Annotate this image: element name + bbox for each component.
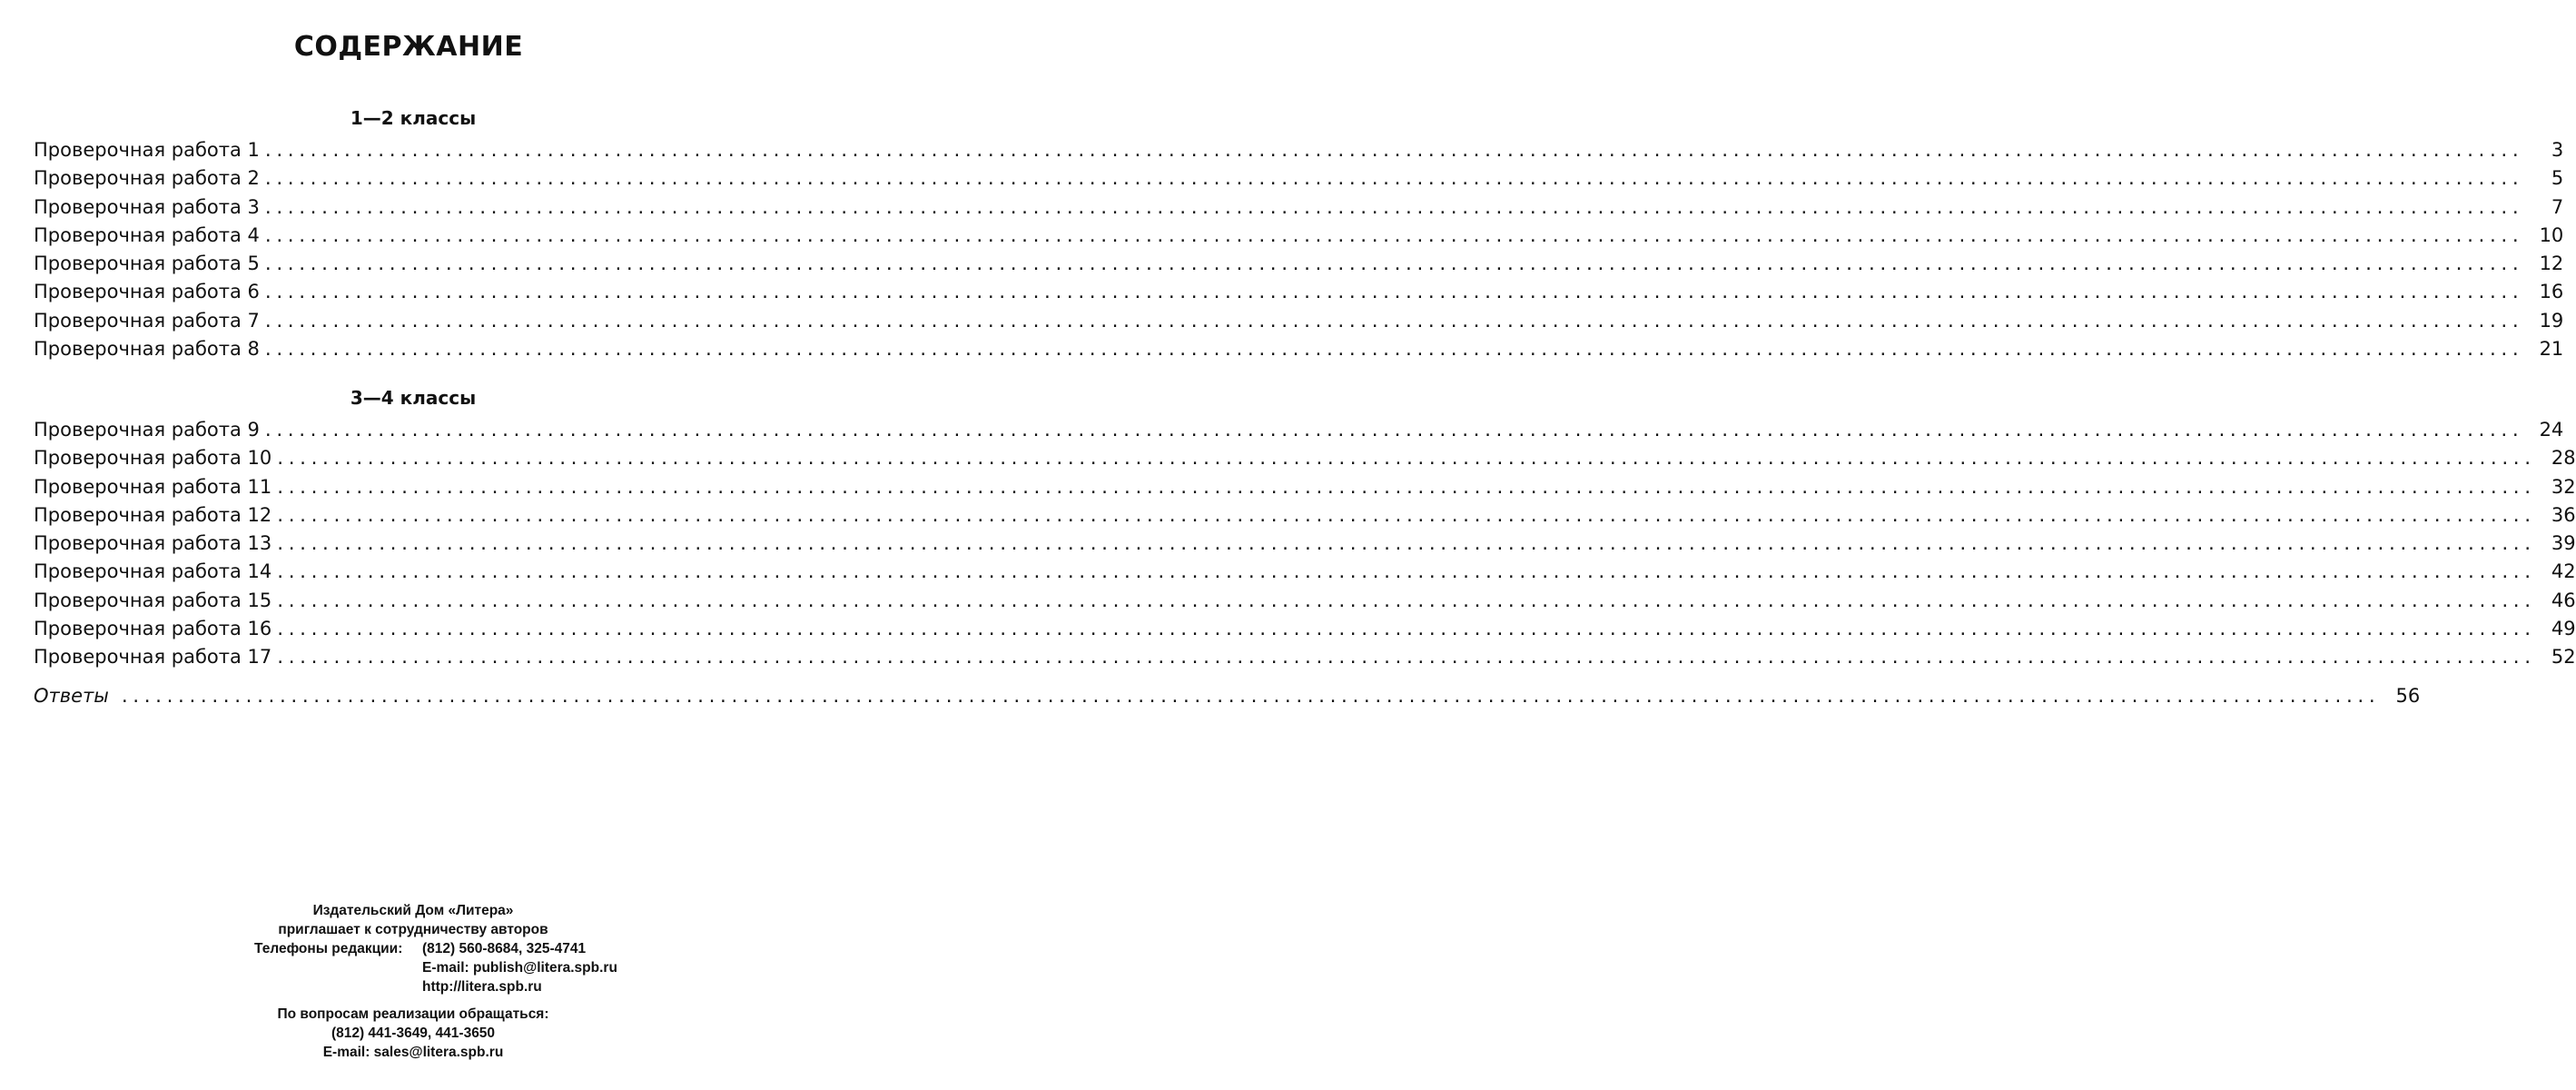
sales-heading: По вопросам реализации обращаться: [277,1006,549,1022]
toc-entry-label: Проверочная работа 9 [34,419,260,441]
editorial-email[interactable]: E-mail: publish@litera.spb.ru [422,960,617,976]
toc-entry-label: Проверочная работа 14 [34,560,272,583]
toc-entry-label: Проверочная работа 7 [34,309,260,332]
toc-entry[interactable] [34,444,2576,472]
dot-leader: ........................................................................................................................................................................................................ [262,283,2522,303]
publisher-line: Издательский Дом «Литера» [312,903,514,918]
toc-entry-label: Проверочная работа 15 [34,589,272,611]
toc-entry[interactable] [34,615,2576,643]
toc-entry[interactable] [34,530,2576,558]
toc-list-3-4 [34,416,2576,672]
toc-entry[interactable] [34,587,2576,615]
toc-entry-page: 5 [2551,167,2564,190]
toc-entry-page: 32 [2551,475,2576,498]
toc-entry[interactable] [34,643,2576,671]
toc-entry[interactable] [34,473,2576,501]
answers-page: 56 [2395,685,2421,707]
toc-entry-answers[interactable] [34,682,2421,710]
invite-line: приглашает к сотрудничеству авторов [278,922,548,937]
toc-entry[interactable] [34,250,2564,278]
toc-entry-label: Проверочная работа 10 [34,447,272,470]
sales-phones: (812) 441-3649, 441-3650 [331,1026,496,1041]
answers-list [34,682,2421,710]
dot-leader: ........................................................................................................................................................................................................ [275,478,2534,498]
toc-entry[interactable] [34,307,2564,335]
toc-entry-label: Проверочная работа 11 [34,475,272,498]
toc-entry-page: 10 [2539,223,2564,246]
dot-leader: ........................................................................................................................................................................................................ [119,688,2379,707]
dot-leader: ........................................................................................................................................................................................................ [262,170,2522,190]
toc-entry[interactable] [34,164,2564,193]
toc-entry-label: Проверочная работа 16 [34,618,272,640]
toc-entry-page: 42 [2551,560,2576,583]
toc-entry-page: 52 [2551,646,2576,669]
toc-entry[interactable] [34,335,2564,363]
dot-leader: ........................................................................................................................................................................................................ [262,142,2522,161]
dot-leader: ........................................................................................................................................................................................................ [275,591,2534,611]
toc-entry[interactable] [34,193,2564,222]
toc-entry-page: 39 [2551,532,2576,555]
phones-value: (812) 560-8684, 325-4741 [422,941,587,956]
toc-entry-page: 19 [2539,309,2564,332]
toc-entry-label: Проверочная работа 5 [34,253,260,275]
toc-entry-label: Проверочная работа 2 [34,167,260,190]
dot-leader: ........................................................................................................................................................................................................ [275,620,2534,640]
toc-entry[interactable] [34,136,2564,164]
toc-entry-page: 7 [2551,195,2564,218]
phones-label: Телефоны редакции: [254,941,403,956]
dot-leader: ........................................................................................................................................................................................................ [275,535,2534,555]
toc-entry-label: Проверочная работа 1 [34,139,260,161]
website-link[interactable]: http://litera.spb.ru [422,979,542,995]
editorial-phones [254,939,586,958]
toc-entry-label: Проверочная работа 6 [34,281,260,303]
dot-leader: ........................................................................................................................................................................................................ [275,649,2534,669]
toc-entry-page: 36 [2551,503,2576,526]
dot-leader: ........................................................................................................................................................................................................ [275,563,2534,583]
answers-label: Ответы [34,685,109,707]
toc-entry-page: 24 [2539,419,2564,441]
toc-entry-label: Проверочная работа 17 [34,646,272,669]
toc-list-1-2 [34,136,2564,363]
toc-entry-page: 28 [2551,447,2576,470]
dot-leader: ........................................................................................................................................................................................................ [262,198,2522,218]
dot-leader: ........................................................................................................................................................................................................ [262,226,2522,246]
toc-entry-page: 16 [2539,281,2564,303]
toc-entry-page: 49 [2551,618,2576,640]
toc-entry[interactable] [34,416,2564,444]
dot-leader: ........................................................................................................................................................................................................ [262,255,2522,275]
section-heading-3-4: 3—4 классы [350,387,477,409]
toc-entry[interactable] [34,222,2564,250]
toc-entry-label: Проверочная работа 3 [34,195,260,218]
toc-entry-page: 3 [2551,139,2564,161]
dot-leader: ........................................................................................................................................................................................................ [262,312,2522,332]
section-heading-1-2: 1—2 классы [350,107,477,129]
dot-leader: ........................................................................................................................................................................................................ [262,421,2522,441]
toc-entry-page: 46 [2551,589,2576,611]
toc-entry[interactable] [34,558,2576,586]
toc-entry-label: Проверочная работа 8 [34,338,260,361]
toc-entry[interactable] [34,278,2564,306]
toc-entry[interactable] [34,501,2576,530]
toc-entry-label: Проверочная работа 12 [34,503,272,526]
toc-entry-label: Проверочная работа 13 [34,532,272,555]
sales-email[interactable]: E-mail: sales@litera.spb.ru [322,1045,504,1060]
dot-leader: ........................................................................................................................................................................................................ [262,341,2522,361]
dot-leader: ........................................................................................................................................................................................................ [275,506,2534,526]
toc-entry-page: 21 [2539,338,2564,361]
dot-leader: ........................................................................................................................................................................................................ [275,450,2534,470]
toc-entry-label: Проверочная работа 4 [34,223,260,246]
toc-entry-page: 12 [2539,253,2564,275]
page-title: СОДЕРЖАНИЕ [293,31,524,63]
